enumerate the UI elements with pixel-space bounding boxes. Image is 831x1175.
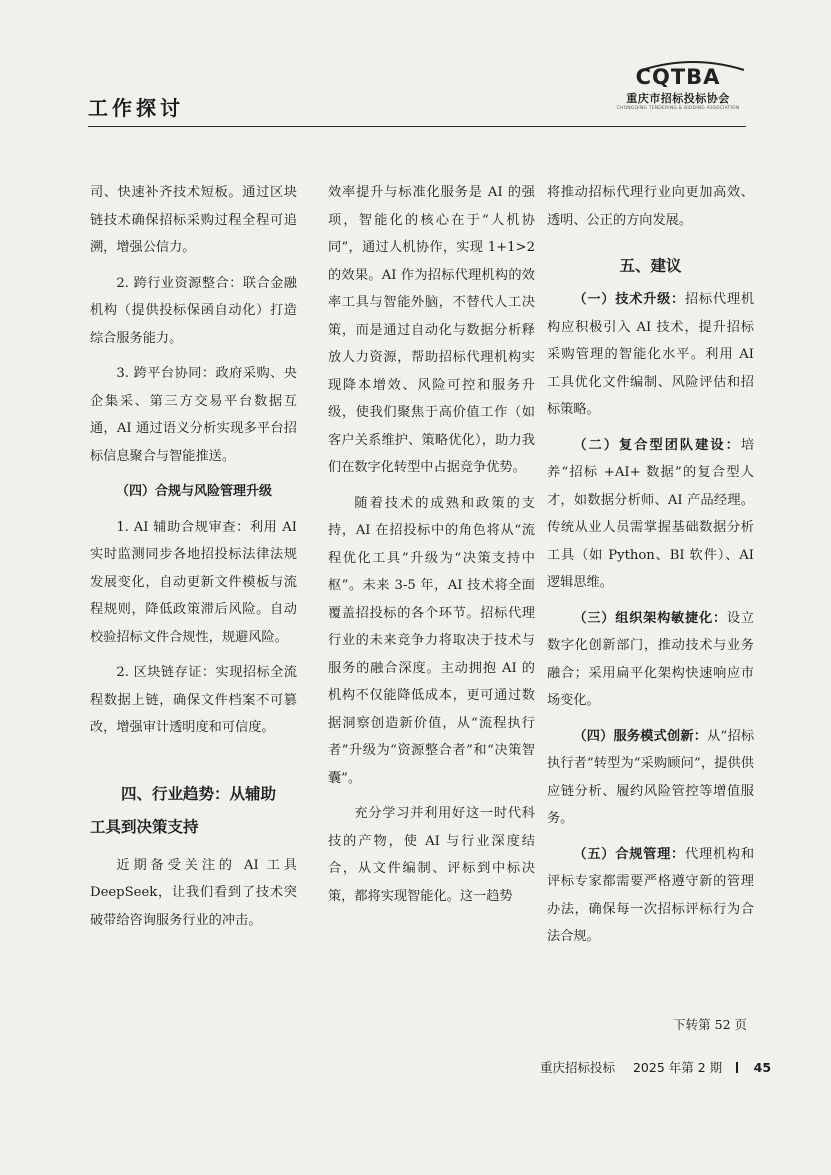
logo-cn-name: 重庆市招标投标协会	[626, 92, 730, 105]
suggestion-body: 招标代理机构应积极引入 AI 技术，提升招标采购管理的智能化水平。利用 AI 工具优化文件编制、风险评估和招标策略。	[547, 292, 755, 417]
paragraph: 2. 跨行业资源整合：联合金融机构（提供投标保函自动化）打造综合服务能力。	[90, 275, 297, 346]
suggestion-item	[547, 432, 754, 597]
paragraph: 近期备受关注的 AI 工具 DeepSeek，让我们看到了技术突破带给咨询服务行业的冲击。	[90, 857, 297, 928]
page-footer	[540, 1058, 771, 1076]
continued-note: 下转第 52 页	[673, 1017, 747, 1032]
paragraph: 3. 跨平台协同：政府采购、央企集采、第三方交易平台数据互通，AI 通过语义分析实现多平台招标信息聚合与智能推送。	[90, 366, 297, 464]
column-right	[547, 179, 754, 951]
paragraph: 1. AI 辅助合规审查：利用 AI 实时监测同步各地招投标法律法规发展变化，自动更新文件模板与流程规则，降低政策滞后风险。自动校验招标文件合规性，规避风险。	[90, 519, 297, 645]
section-heading-line2: 工具到决策支持	[90, 817, 199, 836]
journal-name: 重庆招标投标	[540, 1060, 616, 1075]
logo-en-name: CHONGQING TENDERING & BIDDING ASSOCIATION	[616, 106, 740, 111]
paragraph: 司、快速补齐技术短板。通过区块链技术确保招标采购过程全程可追溯，增强公信力。	[90, 185, 297, 255]
paragraph: 效率提升与标准化服务是 AI 的强项，智能化的核心在于“人机协同”，通过人机协作，实现 1+1>2 的效果。AI 作为招标代理机构的效率工具与智能外脑，不替代人工决策，而是通过自动化与数据分析释放人力资源，帮助招标代理机构实现降本增效、风险可控和服务升级，使我们聚焦于高价值工作（如客户关系维护、策略优化），助力我们在数字化转型中占据竞争优势。	[328, 185, 535, 475]
subsection-heading: （四）合规与风险管理升级	[116, 484, 273, 499]
suggestion-body: 培养“招标 +AI+ 数据”的复合型人才，如数据分析师、AI 产品经理。传统从业人员需掌握基础数据分析工具（如 Python、BI 软件）、AI 逻辑思维。	[547, 437, 754, 590]
suggestion-item	[547, 605, 754, 715]
suggestion-title: （二）复合型团队建设：	[573, 437, 741, 453]
suggestion-item	[547, 286, 754, 424]
suggestion-title: （五）合规管理：	[573, 846, 686, 862]
section-heading-line1: 四、行业趋势：从辅助	[121, 784, 277, 803]
logo-mark-text: CQTBA	[635, 65, 721, 89]
suggestion-body: 从“招标执行者”转型为“采购顾问”，提供供应链分析、履约风险管控等增值服务。	[547, 728, 755, 826]
logo-arc-icon	[638, 58, 748, 72]
column-left	[90, 179, 297, 934]
paragraph: 充分学习并利用好这一时代科技的产物，使 AI 与行业深度结合，从文件编制、评标到中标决策，都将实现智能化。这一趋势	[328, 806, 535, 904]
suggestion-item	[547, 841, 754, 951]
paragraph: 随着技术的成熟和政策的支持，AI 在招投标中的角色将从“流程优化工具”升级为“决策支持中枢”。未来 3-5 年，AI 技术将全面覆盖招投标的各个环节。招标代理行业的未来竞争力将取决于技术与服务的融合深度。主动拥抱 AI 的机构不仅能降低成本，更可通过数据洞察创造新价值，从“流程执行者”升级为“资源整合者”和“决策智囊”。	[328, 495, 535, 786]
association-logo	[612, 66, 744, 111]
paragraph: 2. 区块链存证：实现招标全流程数据上链，确保文件档案不可篡改，增强审计透明度和可信度。	[90, 665, 297, 735]
section-heading: 五、建议	[619, 257, 682, 275]
footer-divider	[736, 1062, 738, 1073]
section-label: 工作探讨	[88, 96, 184, 120]
suggestion-body: 设立数字化创新部门，推动技术与业务融合；采用扁平化架构快速响应市场变化。	[547, 610, 755, 708]
logo-mark	[636, 66, 721, 88]
page-number: 45	[753, 1060, 772, 1075]
suggestion-title: （一）技术升级：	[573, 292, 686, 307]
paragraph: 将推动招标代理行业向更加高效、透明、公正的方向发展。	[547, 185, 754, 228]
suggestion-item	[547, 723, 754, 833]
issue-label: 2025 年第 2 期	[632, 1060, 723, 1075]
header-rule	[88, 126, 746, 127]
suggestion-title: （三）组织架构敏捷化：	[573, 610, 727, 626]
suggestion-title: （四）服务模式创新：	[573, 728, 708, 744]
suggestion-body: 代理机构和评标专家都需要严格遵守新的管理办法，确保每一次招标评标行为合法合规。	[547, 846, 755, 944]
column-middle	[328, 179, 535, 910]
